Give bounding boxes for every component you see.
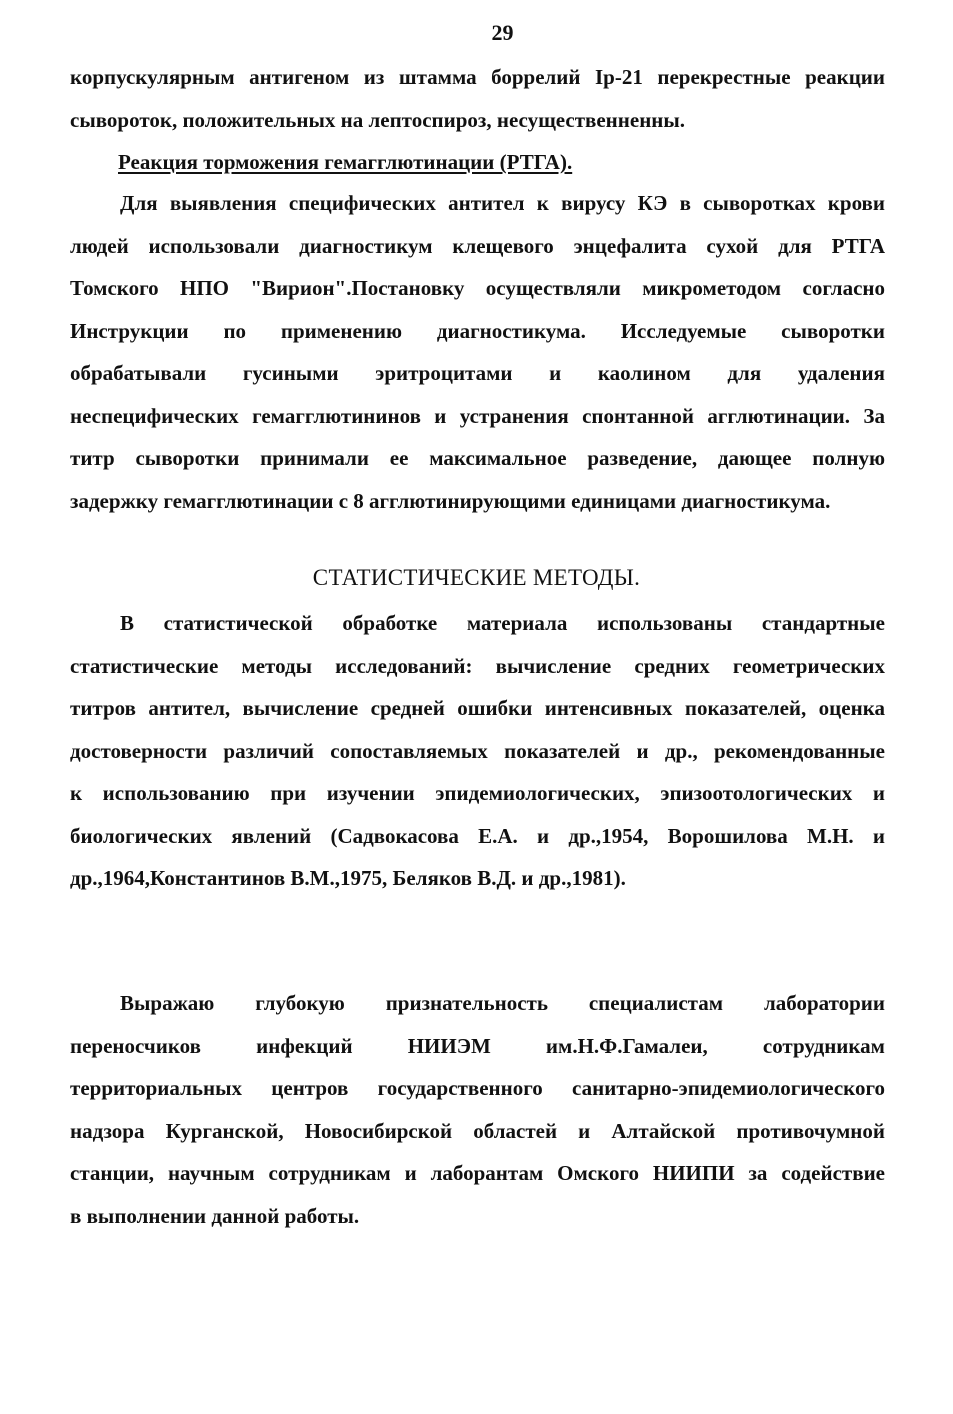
text-line: сывороток, положительных на лептоспироз, несущественненны. xyxy=(70,107,686,132)
text-line: неспецифических гемагглютининов и устранения спонтанной агглютинации. За xyxy=(70,403,885,428)
text-line: обрабатывали гусиными эритроцитами и каолином для удаления xyxy=(70,361,885,385)
text-line: титр сыворотки принимали ее максимальное разведение, дающее полную xyxy=(70,446,885,470)
text-line: Для выявления специфических антител к вирусу КЭ в сыворотках крови xyxy=(120,191,885,215)
paragraph-acknowledgements xyxy=(70,982,885,1237)
text-line: Томского НПО "Вирион".Постановку осуществляли микрометодом согласно xyxy=(70,276,885,300)
paragraph-statistics xyxy=(70,602,885,900)
section-heading: СТАТИСТИЧЕСКИЕ МЕТОДЫ. xyxy=(312,565,641,590)
text-line: Выражаю глубокую признательность специалистам лаборатории xyxy=(120,991,885,1015)
text-line: В статистической обработке материала использованы стандартные xyxy=(120,611,885,635)
text-line: задержку гемагглютинации с 8 агглютинирующими единицами диагностикума. xyxy=(70,488,831,513)
text-line: в выполнении данной работы. xyxy=(70,1203,360,1228)
text-line: переносчиков инфекций НИИЭМ им.Н.Ф.Гамалеи, сотрудникам xyxy=(70,1033,885,1058)
text-line: территориальных центров государственного санитарно-эпидемиологического xyxy=(70,1076,885,1100)
text-line: людей использовали диагностикум клещевого энцефалита сухой для РТГА xyxy=(70,233,885,258)
subheading-rtga: Реакция торможения гемагглютинации (РТГА). xyxy=(118,150,573,174)
text-line: др.,1964,Константинов В.М.,1975, Беляков В.Д. и др.,1981). xyxy=(70,866,626,890)
text-line: надзора Курганской, Новосибирской областей и Алтайской противочумной xyxy=(70,1118,885,1143)
paragraph-rtga xyxy=(70,182,885,522)
text-line: станции, научным сотрудникам и лаборантам Омского НИИПИ за содействие xyxy=(70,1161,885,1185)
text-line: к использованию при изучении эпидемиологических, эпизоотологических и xyxy=(70,781,885,805)
text-line: Инструкции по применению диагностикума. Исследуемые сыворотки xyxy=(70,318,885,343)
text-line: достоверности различий сопоставляемых показателей и др., рекомендованные xyxy=(70,738,885,763)
text-line: титров антител, вычисление средней ошибки интенсивных показателей, оценка xyxy=(70,696,885,720)
text-line: корпускулярным антигеном из штамма боррелий Ip-21 перекрестные реакции xyxy=(70,65,885,89)
text-line: биологических явлений (Садвокасова Е.А. и др.,1954, Ворошилова М.Н. и xyxy=(70,823,885,848)
text-line: статистические методы исследований: вычисление средних геометрических xyxy=(70,653,885,678)
paragraph-continuation xyxy=(70,56,885,141)
page-number: 29 xyxy=(491,20,514,45)
